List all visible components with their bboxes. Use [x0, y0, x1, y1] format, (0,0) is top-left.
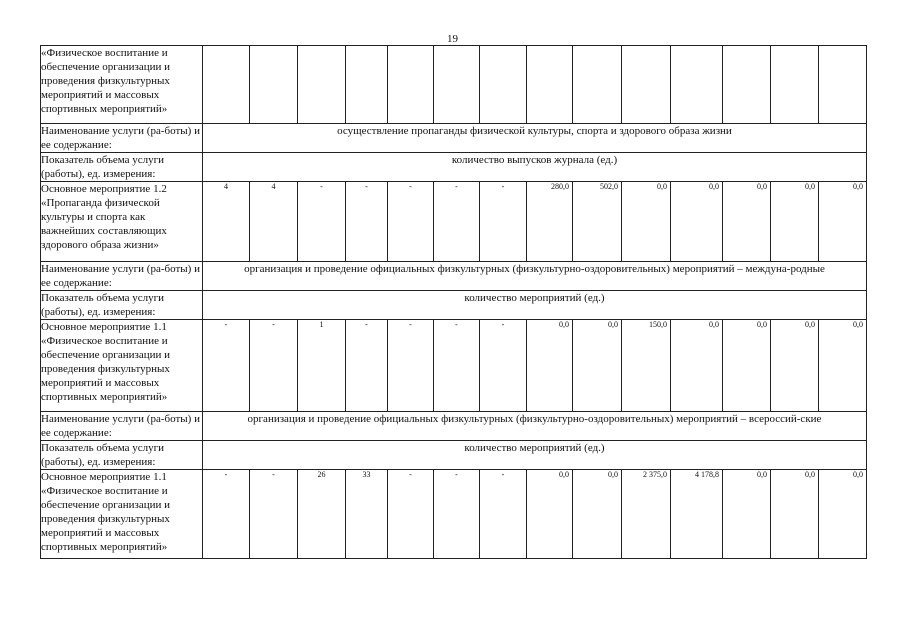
value-cell	[203, 46, 250, 124]
value-cell: -	[388, 470, 434, 559]
value-cell	[480, 46, 527, 124]
service-info-row	[41, 124, 867, 153]
value-cell: 0,0	[527, 470, 573, 559]
value-cell: 0,0	[771, 182, 819, 262]
value-cell	[723, 46, 771, 124]
value-cell	[250, 46, 298, 124]
service-info-row	[41, 153, 867, 182]
service-info-row	[41, 412, 867, 441]
value-cell: 33	[346, 470, 388, 559]
value-cell: 0,0	[819, 470, 867, 559]
value-cell: -	[250, 320, 298, 412]
field-label: Показатель объема услуги (работы), ед. измерения:	[41, 291, 203, 320]
value-cell: -	[434, 470, 480, 559]
field-label: Наименование услуги (ра-боты) и ее содержание:	[41, 412, 203, 441]
value-cell: -	[203, 320, 250, 412]
activity-label: Основное мероприятие 1.1 «Физическое воспитание и обеспечение организации и проведения физкультурных мероприятий и массовых спортивных мероприятий»	[41, 320, 203, 412]
field-label: Показатель объема услуги (работы), ед. измерения:	[41, 153, 203, 182]
value-cell	[298, 46, 346, 124]
value-cell: -	[480, 470, 527, 559]
value-cell: -	[298, 182, 346, 262]
value-cell: -	[388, 320, 434, 412]
value-cell: -	[250, 470, 298, 559]
activity-label: Основное мероприятие 1.2 «Пропаганда физической культуры и спорта как важнейших составляющих здорового образа жизни»	[41, 182, 203, 262]
value-cell	[434, 46, 480, 124]
value-cell: -	[480, 182, 527, 262]
table-row	[41, 46, 867, 124]
value-cell: 0,0	[573, 470, 622, 559]
value-cell: -	[203, 470, 250, 559]
value-cell: 280,0	[527, 182, 573, 262]
value-cell: -	[480, 320, 527, 412]
field-value: организация и проведение официальных физкультурных (физкультурно-оздоровительных) мероприятий – всероссий-ские	[203, 412, 867, 441]
value-cell: 0,0	[671, 320, 723, 412]
value-cell	[622, 46, 671, 124]
value-cell: -	[346, 182, 388, 262]
table-row	[41, 470, 867, 559]
value-cell	[819, 46, 867, 124]
value-cell: 0,0	[723, 470, 771, 559]
field-value: количество мероприятий (ед.)	[203, 441, 867, 470]
value-cell	[573, 46, 622, 124]
services-table	[40, 45, 867, 559]
value-cell: 0,0	[573, 320, 622, 412]
value-cell	[388, 46, 434, 124]
service-info-row	[41, 291, 867, 320]
value-cell: 502,0	[573, 182, 622, 262]
value-cell: -	[434, 320, 480, 412]
value-cell: 150,0	[622, 320, 671, 412]
value-cell: 0,0	[819, 182, 867, 262]
value-cell: -	[434, 182, 480, 262]
field-label: Показатель объема услуги (работы), ед. измерения:	[41, 441, 203, 470]
value-cell: 0,0	[771, 470, 819, 559]
value-cell: -	[346, 320, 388, 412]
value-cell	[527, 46, 573, 124]
value-cell: 0,0	[671, 182, 723, 262]
value-cell: 4	[203, 182, 250, 262]
field-value: организация и проведение официальных физкультурных (физкультурно-оздоровительных) мероприятий – междуна-родные	[203, 262, 867, 291]
value-cell	[346, 46, 388, 124]
value-cell: 4	[250, 182, 298, 262]
value-cell: 0,0	[723, 182, 771, 262]
value-cell: 0,0	[622, 182, 671, 262]
value-cell	[671, 46, 723, 124]
value-cell: 0,0	[723, 320, 771, 412]
value-cell: -	[388, 182, 434, 262]
activity-label: Основное мероприятие 1.1 «Физическое воспитание и обеспечение организации и проведения физкультурных мероприятий и массовых спортивных мероприятий»	[41, 470, 203, 559]
value-cell: 26	[298, 470, 346, 559]
field-label: Наименование услуги (ра-боты) и ее содержание:	[41, 124, 203, 153]
value-cell: 4 178,8	[671, 470, 723, 559]
field-value: количество выпусков журнала (ед.)	[203, 153, 867, 182]
service-info-row	[41, 441, 867, 470]
page-number: 19	[447, 33, 458, 45]
value-cell: 0,0	[527, 320, 573, 412]
value-cell: 0,0	[771, 320, 819, 412]
field-value: осуществление пропаганды физической культуры, спорта и здорового образа жизни	[203, 124, 867, 153]
service-info-row	[41, 262, 867, 291]
value-cell: 2 375,0	[622, 470, 671, 559]
table-row	[41, 182, 867, 262]
table-row	[41, 320, 867, 412]
field-value: количество мероприятий (ед.)	[203, 291, 867, 320]
value-cell: 1	[298, 320, 346, 412]
activity-label: «Физическое воспитание и обеспечение организации и проведения физкультурных мероприятий и массовых спортивных мероприятий»	[41, 46, 203, 124]
field-label: Наименование услуги (ра-боты) и ее содержание:	[41, 262, 203, 291]
value-cell: 0,0	[819, 320, 867, 412]
value-cell	[771, 46, 819, 124]
